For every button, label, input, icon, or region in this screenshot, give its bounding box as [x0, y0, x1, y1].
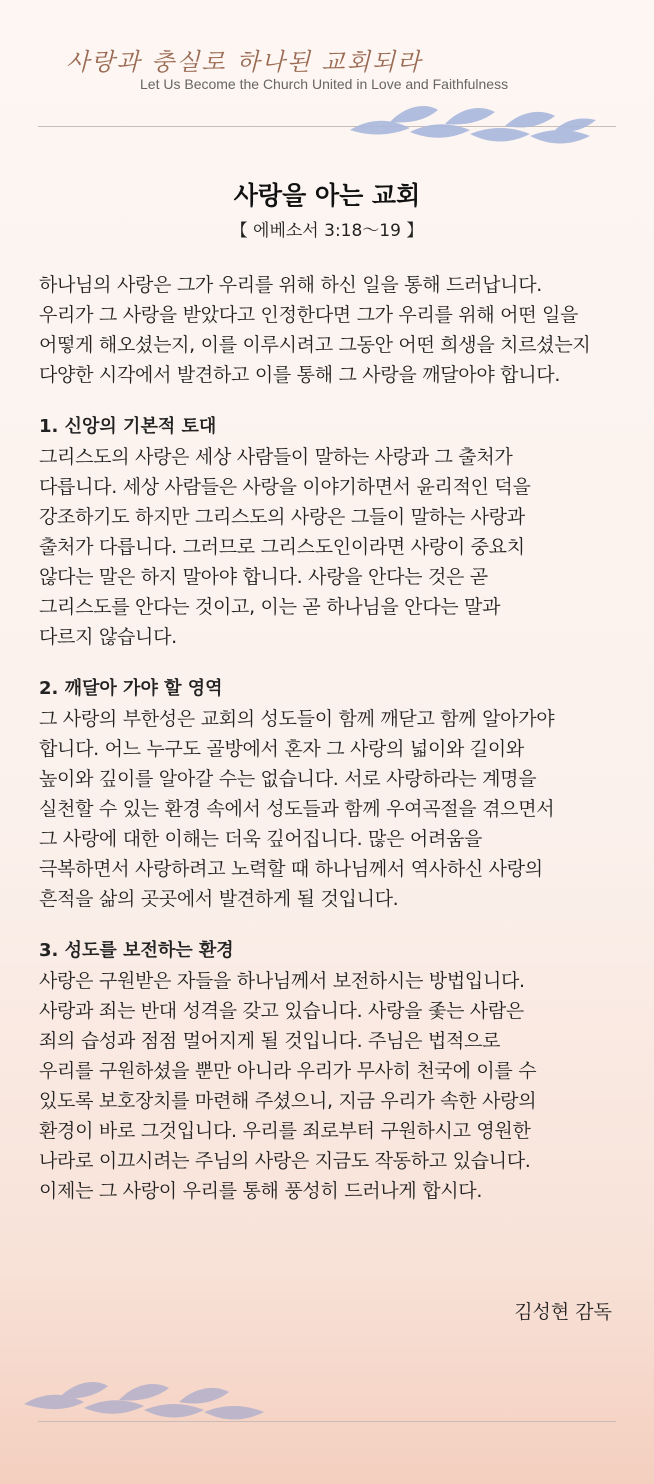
leaf-ornament-icon — [350, 100, 600, 152]
text-line: 우리가 그 사랑을 받았다고 인정한다면 그가 우리를 위해 어떤 일을 — [39, 304, 579, 326]
text-line: 하나님의 사랑은 그가 우리를 위해 하신 일을 통해 드러납니다. — [39, 274, 543, 296]
scripture-reference: 【 에베소서 3:18～19 】 — [230, 221, 424, 241]
text-line: 높이와 깊이를 알아갈 수는 없습니다. 서로 사랑하라는 계명을 — [39, 768, 537, 790]
text-line: 그리스도를 안다는 것이고, 이는 곧 하나님을 안다는 말과 — [39, 596, 501, 618]
text-line: 이제는 그 사랑이 우리를 통해 풍성히 드러나게 합시다. — [39, 1180, 483, 1202]
text-line: 합니다. 어느 누구도 골방에서 혼자 그 사랑의 넓이와 길이와 — [39, 738, 524, 760]
text-line: 그 사랑에 대한 이해는 더욱 깊어집니다. 많은 어려움을 — [39, 828, 483, 850]
divider-bottom — [38, 1421, 616, 1422]
page-title: 사랑을 아는 교회 — [233, 181, 421, 210]
section-heading: 2. 깨달아 가야 할 영역 — [39, 678, 223, 699]
text-line: 환경이 바로 그것입니다. 우리를 죄로부터 구원하시고 영원한 — [39, 1120, 531, 1142]
text-line: 나라로 이끄시려는 주님의 사랑은 지금도 작동하고 있습니다. — [39, 1150, 531, 1172]
section-paragraph — [39, 442, 629, 652]
text-line: 강조하기도 하지만 그리스도의 사랑은 그들이 말하는 사랑과 — [39, 506, 525, 528]
text-line: 다릅니다. 세상 사람들은 사랑을 이야기하면서 윤리적인 덕을 — [39, 476, 531, 498]
section-heading: 3. 성도를 보전하는 환경 — [39, 940, 234, 961]
intro-paragraph — [39, 270, 629, 390]
text-line: 그리스도의 사랑은 세상 사람들이 말하는 사랑과 그 출처가 — [39, 446, 513, 468]
text-line: 그 사랑의 부한성은 교회의 성도들이 함께 깨닫고 함께 알아가야 — [39, 708, 555, 730]
section-paragraph — [39, 966, 629, 1206]
text-line: 극복하면서 사랑하려고 노력할 때 하나님께서 역사하신 사랑의 — [39, 858, 543, 880]
text-line: 우리를 구원하셨을 뿐만 아니라 우리가 무사히 천국에 이를 수 — [39, 1060, 537, 1082]
section-paragraph — [39, 704, 629, 914]
leaf-ornament-icon — [24, 1378, 274, 1426]
author-signature: 김성현 감독 — [514, 1301, 612, 1323]
text-line: 다양한 시각에서 발견하고 이를 통해 그 사랑을 깨달아야 합니다. — [39, 364, 561, 386]
header — [0, 0, 654, 160]
section-heading: 1. 신앙의 기본적 토대 — [39, 416, 217, 437]
text-line: 다르지 않습니다. — [39, 626, 177, 648]
text-line: 출처가 다릅니다. 그러므로 그리스도인이라면 사랑이 중요치 — [39, 536, 525, 558]
text-line: 사랑과 죄는 반대 성격을 갖고 있습니다. 사랑을 좇는 사람은 — [39, 1000, 524, 1022]
text-line: 흔적을 삶의 곳곳에서 발견하게 될 것입니다. — [39, 888, 399, 910]
motto-english: Let Us Become the Church United in Love and Faithfulness — [140, 76, 509, 92]
text-line: 사랑은 구원받은 자들을 하나님께서 보전하시는 방법입니다. — [39, 970, 525, 992]
text-line: 어떻게 해오셨는지, 이를 이루시려고 그동안 어떤 희생을 치르셨는지 — [39, 334, 591, 356]
article-body — [39, 270, 629, 1206]
text-line: 실천할 수 있는 환경 속에서 성도들과 함께 우여곡절을 겪으면서 — [39, 798, 555, 820]
text-line: 있도록 보호장치를 마련해 주셨으니, 지금 우리가 속한 사랑의 — [39, 1090, 537, 1112]
motto-korean: 사랑과 충실로 하나된 교회되라 — [66, 48, 423, 76]
text-line: 않다는 말은 하지 말아야 합니다. 사랑을 안다는 것은 곧 — [39, 566, 488, 588]
text-line: 죄의 습성과 점점 멀어지게 될 것입니다. 주님은 법적으로 — [39, 1030, 501, 1052]
